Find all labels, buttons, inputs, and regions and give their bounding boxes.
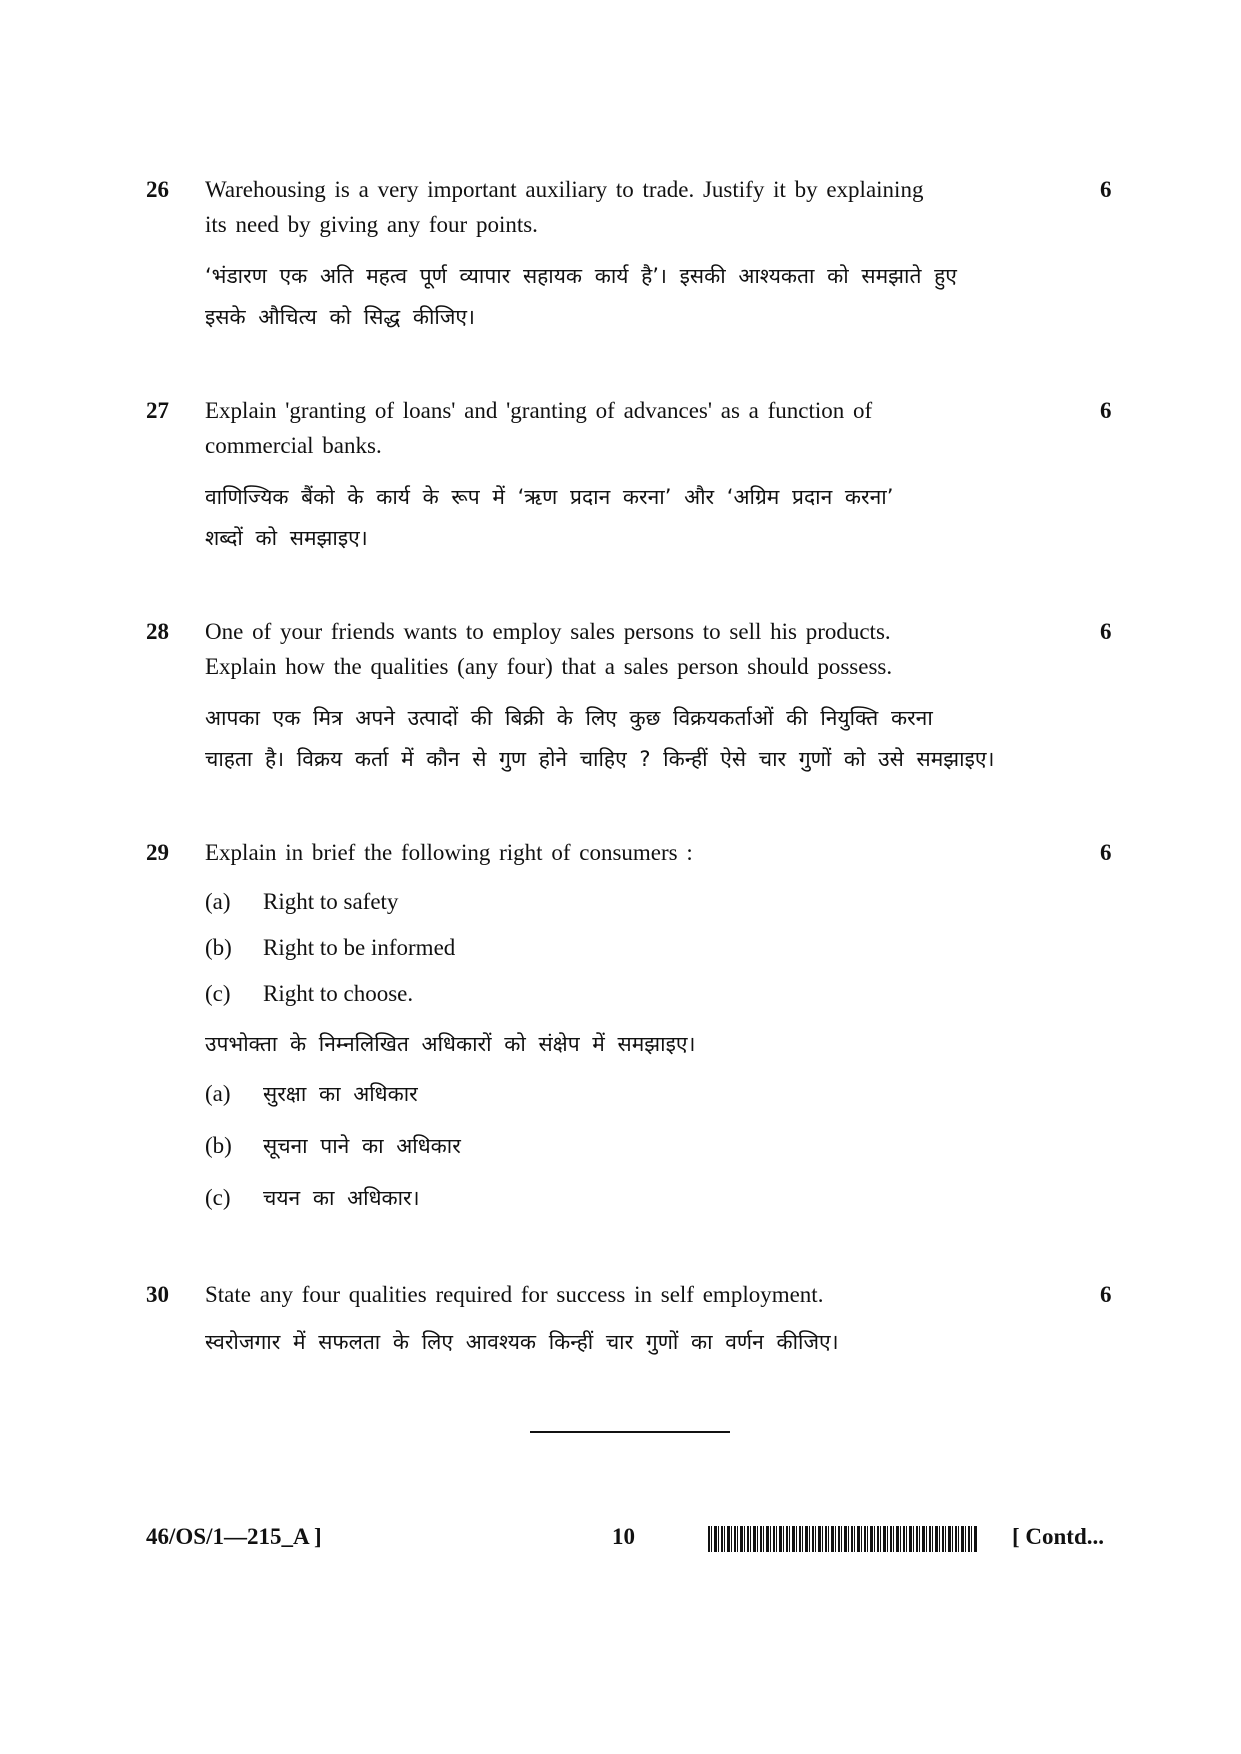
page-number: 10 bbox=[612, 1524, 635, 1549]
option-text: Right to be informed bbox=[263, 935, 456, 960]
question-number: 30 bbox=[146, 1282, 169, 1307]
option-b bbox=[205, 930, 455, 965]
barcode-icon bbox=[708, 1526, 978, 1552]
end-divider bbox=[530, 1431, 730, 1433]
option-hi-c bbox=[205, 1180, 420, 1216]
option-label: (b) bbox=[205, 1133, 232, 1158]
question-marks: 6 bbox=[1100, 398, 1112, 423]
option-label: (a) bbox=[205, 1081, 231, 1106]
option-a bbox=[205, 884, 398, 919]
option-hi-a bbox=[205, 1076, 418, 1112]
option-label: (c) bbox=[205, 981, 231, 1006]
contd-label: [ Contd... bbox=[1012, 1524, 1105, 1549]
question-text-hi-line1: आपका एक मित्र अपने उत्पादों की बिक्री के लिए कुछ विक्रयकर्ताओं की नियुक्ति करना bbox=[205, 706, 933, 730]
option-text: Right to safety bbox=[263, 889, 399, 914]
option-text: सूचना पाने का अधिकार bbox=[263, 1134, 461, 1158]
question-number: 29 bbox=[146, 840, 169, 865]
question-marks: 6 bbox=[1100, 619, 1112, 644]
option-label: (b) bbox=[205, 935, 232, 960]
question-text-hi-line1: वाणिज्यिक बैंको के कार्य के रूप में ‘ऋण प्रदान करना’ और ‘अग्रिम प्रदान करना’ bbox=[205, 485, 894, 509]
option-text: Right to choose. bbox=[263, 981, 414, 1006]
option-hi-b bbox=[205, 1128, 461, 1164]
question-text-en-line1: State any four qualities required for success in self employment. bbox=[205, 1282, 824, 1307]
question-text-hi-line2: चाहता है। विक्रय कर्ता में कौन से गुण होने चाहिए ? किन्हीं ऐसे चार गुणों को उसे समझाइए। bbox=[205, 747, 995, 771]
question-text-hi-line1: ‘भंडारण एक अति महत्व पूर्ण व्यापार सहायक कार्य है’। इसकी आश्यकता को समझाते हुए bbox=[205, 264, 957, 288]
question-text-hi-line1: उपभोक्ता के निम्नलिखित अधिकारों को संक्षेप में समझाइए। bbox=[205, 1032, 696, 1056]
question-text-hi-line2: शब्दों को समझाइए। bbox=[205, 526, 368, 550]
question-text-en-line2: its need by giving any four points. bbox=[205, 212, 538, 237]
question-text-en-line1: One of your friends wants to employ sales persons to sell his products. bbox=[205, 619, 891, 644]
question-text-hi-line2: इसके औचित्य को सिद्ध कीजिए। bbox=[205, 305, 476, 329]
question-text-en-line1: Explain in brief the following right of consumers : bbox=[205, 840, 693, 865]
question-marks: 6 bbox=[1100, 1282, 1112, 1307]
question-number: 27 bbox=[146, 398, 169, 423]
question-text-en-line1: Warehousing is a very important auxiliary to trade. Justify it by explaining bbox=[205, 177, 924, 202]
question-text-en-line1: Explain 'granting of loans' and 'granting of advances' as a function of bbox=[205, 398, 873, 423]
option-text: सुरक्षा का अधिकार bbox=[263, 1082, 418, 1106]
question-marks: 6 bbox=[1100, 177, 1112, 202]
option-label: (c) bbox=[205, 1185, 231, 1210]
question-text-en-line2: commercial banks. bbox=[205, 433, 382, 458]
question-text-en-line2: Explain how the qualities (any four) that a sales person should possess. bbox=[205, 654, 893, 679]
question-number: 28 bbox=[146, 619, 169, 644]
option-text: चयन का अधिकार। bbox=[263, 1186, 420, 1210]
question-text-hi-line1: स्वरोजगार में सफलता के लिए आवश्यक किन्हीं चार गुणों का वर्णन कीजिए। bbox=[205, 1330, 839, 1354]
question-marks: 6 bbox=[1100, 840, 1112, 865]
option-c bbox=[205, 976, 413, 1011]
option-label: (a) bbox=[205, 889, 231, 914]
paper-code: 46/OS/1—215_A ] bbox=[146, 1524, 322, 1549]
question-number: 26 bbox=[146, 177, 169, 202]
